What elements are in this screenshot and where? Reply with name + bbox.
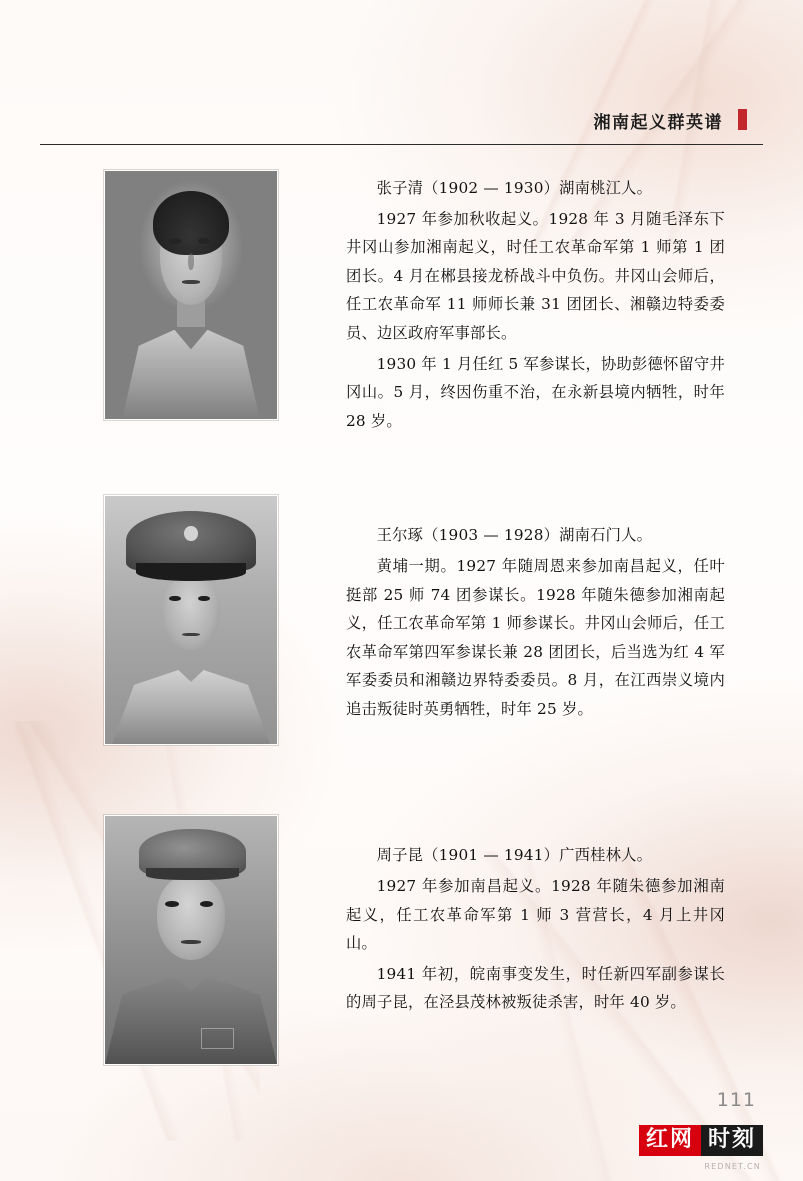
publisher-logo xyxy=(639,1121,763,1171)
biography-paragraph: 1930 年 1 月任红 5 军参谋长，协助彭德怀留守井冈山。5 月，终因伤重不治，在永新县境内牺牲，时年 28 岁。 xyxy=(346,354,725,430)
portrait-cap-badge xyxy=(184,526,198,541)
page-header xyxy=(40,108,763,148)
portrait-zhou-zikun xyxy=(104,815,278,1065)
logo-text-red: 红网 xyxy=(639,1125,701,1156)
biography-paragraph: 1941 年初，皖南事变发生，时任新四军副参谋长的周子昆，在泾县茂林被叛徒杀害，时年 40 岁。 xyxy=(346,964,725,1012)
portrait-eye-left xyxy=(165,901,179,907)
portrait-image xyxy=(105,171,277,419)
header-accent-mark xyxy=(738,109,747,130)
biography-paragraph: 黄埔一期。1927 年随周恩来参加南昌起义，任叶挺部 25 师 74 团参谋长。1928 年随朱德参加湘南起义，任工农革命军第 1 师参谋长。井冈山会师后，任工农革命军第四军参谋长兼 28 团团长，后当选为红 4 军军委委员和湘赣边界特委委员。8 月，在江西崇义境内追击叛徒时英勇牺牲，时年 25 岁。 xyxy=(346,556,725,718)
header-divider xyxy=(40,144,763,145)
biography-text xyxy=(278,815,725,1019)
logo-subtext: REDNET.CN xyxy=(704,1162,761,1171)
biography-paragraph: 王尔琢（1903 — 1928）湖南石门人。 xyxy=(376,526,653,545)
portrait-uniform xyxy=(105,975,277,1064)
portrait-mouth xyxy=(182,280,199,284)
biography-entry xyxy=(0,170,803,437)
portrait-face xyxy=(162,576,220,650)
portrait-face xyxy=(157,876,226,960)
portrait-uniform-pocket xyxy=(201,1028,234,1050)
biography-paragraph: 张子清（1902 — 1930）湖南桃江人。 xyxy=(376,179,653,197)
portrait-collar xyxy=(122,330,260,419)
biography-paragraph: 周子昆（1901 — 1941）广西桂林人。 xyxy=(376,846,653,865)
page-title: 湘南起义群英谱 xyxy=(593,113,723,133)
portrait-image xyxy=(105,816,277,1064)
logo-text-dark: 时刻 xyxy=(701,1125,763,1156)
portrait-cap-brim xyxy=(136,563,246,580)
portrait-cap-brim xyxy=(146,868,239,879)
page-number: 111 xyxy=(716,1089,756,1111)
portrait-hair xyxy=(153,191,229,255)
biography-text xyxy=(278,170,725,437)
biography-paragraph: 1927 年参加南昌起义。1928 年随朱德参加湘南起义，任工农革命军第 1 师 3 营营长，4 月上井冈山。 xyxy=(346,876,725,953)
portrait-image xyxy=(105,496,277,744)
portrait-uniform xyxy=(112,670,270,744)
biography-paragraph: 1927 年参加秋收起义。1928 年 3 月随毛泽东下井冈山参加湘南起义，时任工农革命军第 1 师第 1 团团长。4 月在郴县接龙桥战斗中负伤。井冈山会师后，任工农革命军 11 师师长兼 31 团团长、湘赣边特委委员、边区政府军事部长。 xyxy=(346,209,725,342)
biography-text xyxy=(278,495,725,725)
portrait-zhang-ziqing xyxy=(104,170,278,420)
entry-list xyxy=(0,170,803,1065)
portrait-military-cap xyxy=(126,511,257,571)
portrait-wang-erzhuo xyxy=(104,495,278,745)
biography-entry xyxy=(0,815,803,1065)
biography-entry xyxy=(0,495,803,745)
